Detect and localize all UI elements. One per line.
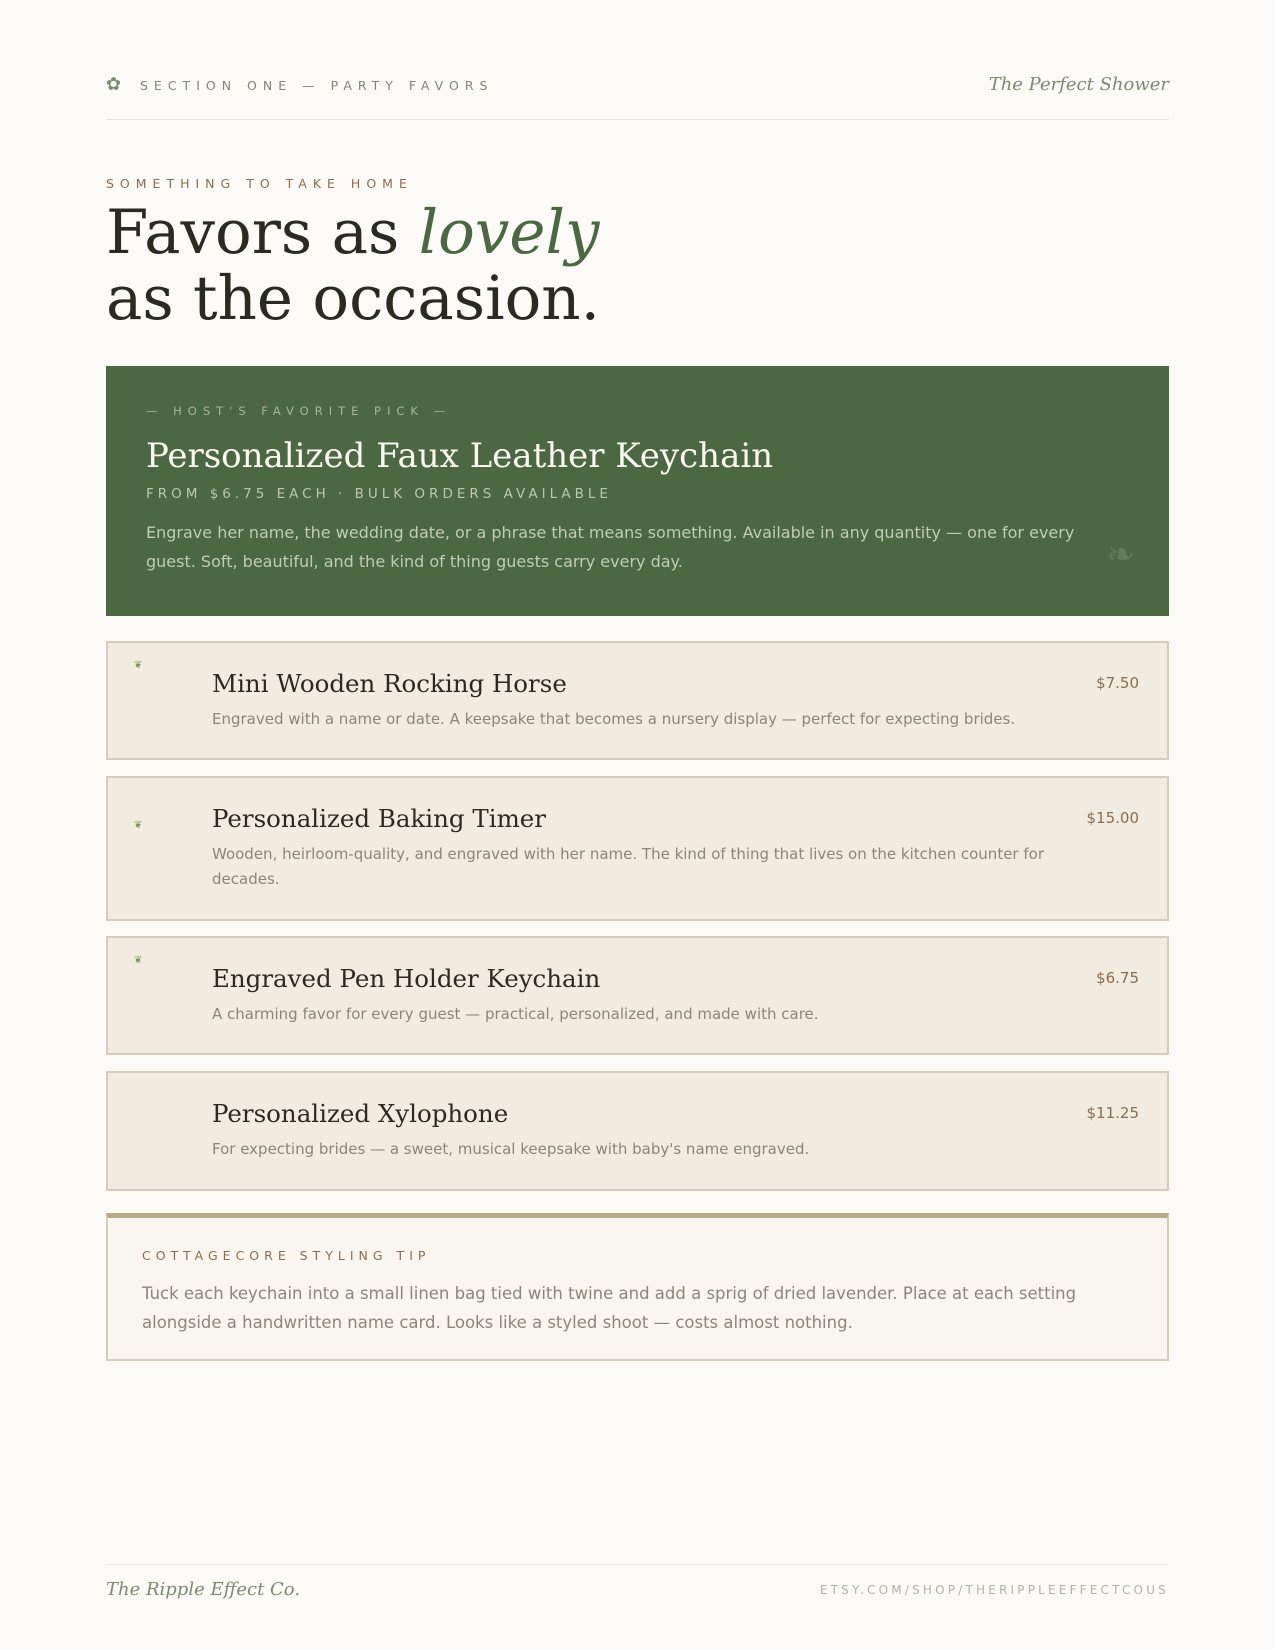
product-card — [106, 936, 1169, 1055]
product-price: $15.00 — [1086, 809, 1139, 827]
featured-eyebrow: — HOST'S FAVORITE PICK — — [146, 404, 452, 418]
product-card — [106, 641, 1169, 760]
flower-icon: ✿ — [106, 74, 122, 95]
product-price: $7.50 — [1096, 674, 1139, 692]
page-header — [106, 62, 1169, 120]
footer-brand: The Ripple Effect Co. — [106, 1579, 301, 1600]
product-price: $6.75 — [1096, 969, 1139, 987]
product-name: Personalized Baking Timer — [212, 804, 547, 833]
featured-title: Personalized Faux Leather Keychain — [146, 436, 774, 476]
section-label-text: SECTION ONE — PARTY FAVORS — [140, 77, 494, 93]
headline-line2: as the occasion. — [106, 263, 600, 334]
featured-description: Engrave her name, the wedding date, or a phrase that means something. Available in any quantity — one for every guest. Soft, beautiful, and the kind of thing guests carry every day. — [146, 523, 1075, 571]
featured-subtitle: FROM $6.75 EACH · BULK ORDERS AVAILABLE — [146, 486, 612, 502]
product-name: Mini Wooden Rocking Horse — [212, 669, 567, 698]
shop-link[interactable]: ETSY.COM/SHOP/THERIPPLEEFFECTCOUS — [819, 1582, 1169, 1597]
sprig-icon: ❦ — [134, 955, 143, 966]
favors-page — [106, 0, 1169, 1650]
tip-label: COTTAGECORE STYLING TIP — [142, 1248, 431, 1263]
product-description: A charming favor for every guest — practical, personalized, and made with care. — [212, 1005, 819, 1023]
product-description: Engraved with a name or date. A keepsake that becomes a nursery display — perfect for expecting brides. — [212, 710, 1016, 728]
sprig-icon: ❦ — [134, 820, 143, 831]
brand-title: The Perfect Shower — [988, 74, 1169, 95]
headline-accent: lovely — [418, 197, 600, 268]
page-footer — [106, 1564, 1169, 1614]
section-label — [106, 62, 493, 94]
product-price: $11.25 — [1086, 1104, 1139, 1122]
hero-headline — [106, 197, 600, 334]
product-card — [106, 776, 1169, 921]
featured-product — [106, 366, 1169, 616]
hero-eyebrow: SOMETHING TO TAKE HOME — [106, 176, 413, 191]
product-name: Personalized Xylophone — [212, 1099, 509, 1128]
leaf-flourish-icon: ❧ — [1106, 535, 1135, 575]
tip-text: Tuck each keychain into a small linen bag tied with twine and add a sprig of dried lavender. Place at each setting alongside a handwritten name card. Looks like a styled shoot — costs almost nothing. — [142, 1284, 1077, 1332]
styling-tip — [106, 1213, 1169, 1361]
product-description: For expecting brides — a sweet, musical keepsake with baby's name engraved. — [212, 1140, 810, 1158]
product-name: Engraved Pen Holder Keychain — [212, 964, 601, 993]
headline-part1: Favors as — [106, 197, 419, 268]
product-description: Wooden, heirloom-quality, and engraved with her name. The kind of thing that lives on the kitchen counter for decades. — [212, 845, 1044, 888]
product-card — [106, 1071, 1169, 1191]
sprig-icon: ❦ — [134, 660, 143, 671]
